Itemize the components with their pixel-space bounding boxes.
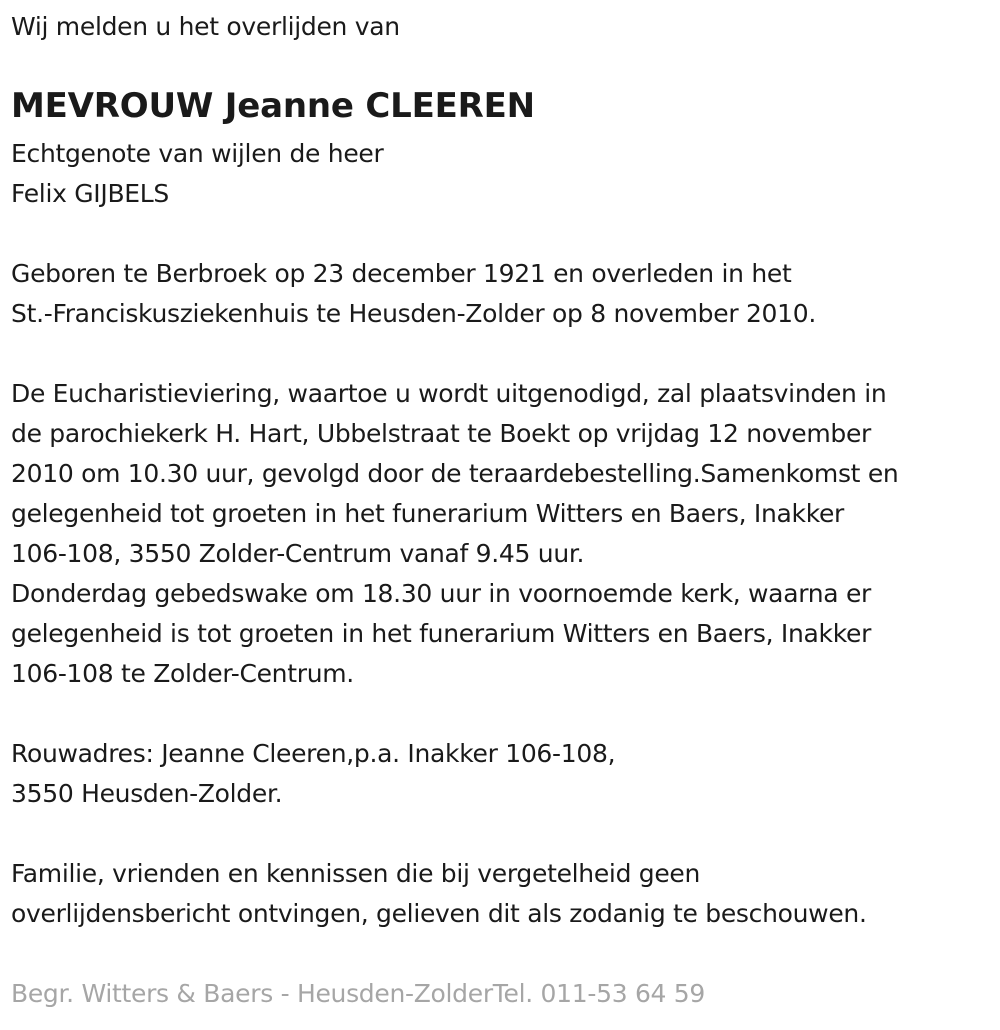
address-line: 3550 Heusden-Zolder. [11, 779, 283, 808]
notice-line: overlijdensbericht ontvingen, gelieven dit als zodanig te beschouwen. [11, 899, 867, 928]
spouse-line: Felix GIJBELS [11, 179, 169, 208]
notice-line: Familie, vrienden en kennissen die bij vergetelheid geen [11, 859, 701, 888]
funeral-home-footer: Begr. Witters & Baers - Heusden-ZolderTel. 011-53 64 59 [11, 979, 706, 1008]
address-line: Rouwadres: Jeanne Cleeren,p.a. Inakker 106-108, [11, 739, 616, 768]
birth-death-paragraph [11, 254, 816, 334]
ceremony-line: 2010 om 10.30 uur, gevolgd door de teraardebestelling.Samenkomst en [11, 459, 899, 488]
intro-text: Wij melden u het overlijden van [11, 12, 400, 41]
birth-death-line: Geboren te Berbroek op 23 december 1921 en overleden in het [11, 259, 792, 288]
ceremony-line: Donderdag gebedswake om 18.30 uur in voornoemde kerk, waarna er [11, 579, 872, 608]
ceremony-line: gelegenheid tot groeten in het funerarium Witters en Baers, Inakker [11, 499, 845, 528]
ceremony-line: gelegenheid is tot groeten in het funerarium Witters en Baers, Inakker [11, 619, 872, 648]
ceremony-line: 106-108, 3550 Zolder-Centrum vanaf 9.45 uur. [11, 539, 585, 568]
ceremony-line: de parochiekerk H. Hart, Ubbelstraat te Boekt op vrijdag 12 november [11, 419, 872, 448]
birth-death-line: St.-Franciskusziekenhuis te Heusden-Zolder op 8 november 2010. [11, 299, 817, 328]
spouse-paragraph [11, 134, 383, 214]
deceased-name: MEVROUW Jeanne CLEEREN [11, 86, 535, 126]
family-notice-paragraph [11, 854, 867, 934]
ceremony-line: De Eucharistieviering, waartoe u wordt uitgenodigd, zal plaatsvinden in [11, 379, 887, 408]
ceremony-paragraph [11, 374, 898, 694]
spouse-line: Echtgenote van wijlen de heer [11, 139, 384, 168]
ceremony-line: 106-108 te Zolder-Centrum. [11, 659, 354, 688]
mourning-address-paragraph [11, 734, 615, 814]
